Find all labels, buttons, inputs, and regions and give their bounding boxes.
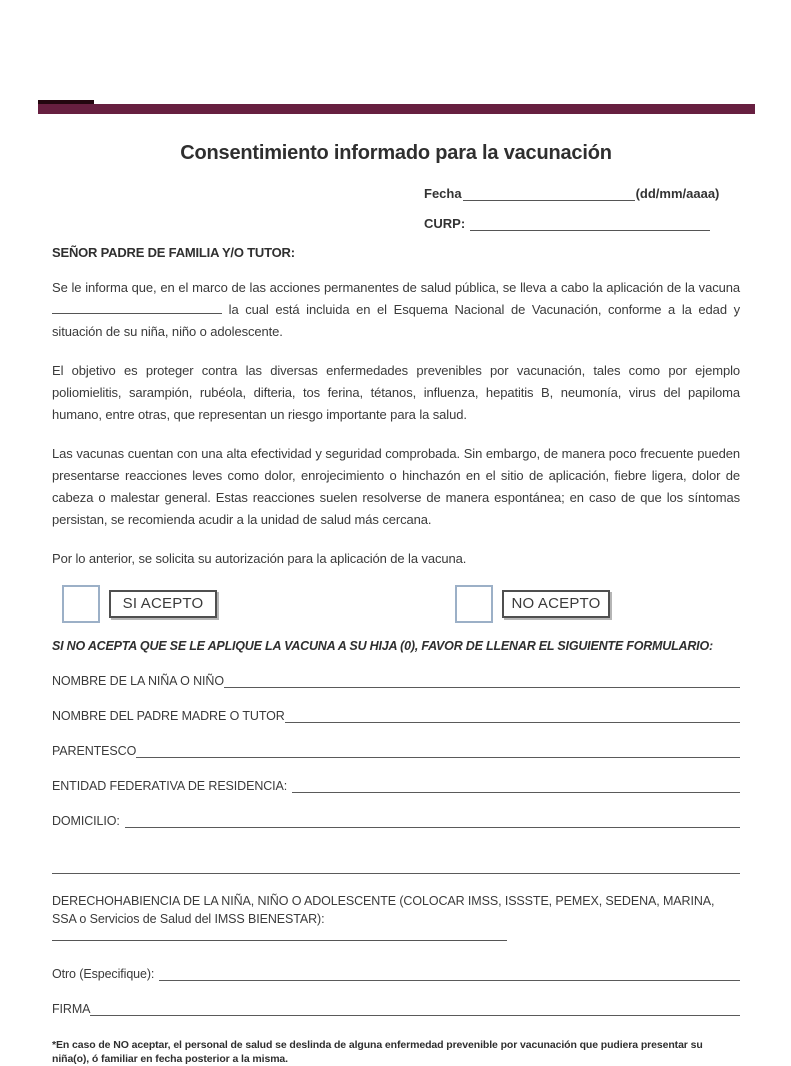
field-row-derechohabiencia <box>52 892 740 946</box>
consent-options-row <box>52 585 740 623</box>
decline-option-box[interactable] <box>502 590 610 618</box>
accept-option-label: SI ACEPTO <box>122 595 204 612</box>
decline-option-label: NO ACEPTO <box>511 595 601 612</box>
form-content <box>52 0 740 1066</box>
no-accept-instruction: SI NO ACEPTA QUE SE LE APLIQUE LA VACUNA A SU HIJA (0), FAVOR DE LLENAR EL SIGUIENTE FORMULARIO: <box>52 639 713 653</box>
nombre-nina-label: NOMBRE DE LA NIÑA O NIÑO <box>52 674 224 688</box>
derechohabiencia-label: DERECHOHABIENCIA DE LA NIÑA, NIÑO O ADOLESCENTE (COLOCAR IMSS, ISSSTE, PEMEX, SEDENA, MARINA, SSA o Servicios de Salud del IMSS BIENESTAR): <box>52 894 715 926</box>
paragraph-informa <box>52 277 740 343</box>
parentesco-label: PARENTESCO <box>52 744 137 758</box>
firma-input-line[interactable] <box>90 1002 740 1016</box>
decline-checkbox[interactable] <box>455 585 493 623</box>
curp-row <box>424 211 740 231</box>
consent-option-accept <box>62 585 217 623</box>
domicilio-input-line[interactable] <box>125 814 740 828</box>
nombre-padre-input-line[interactable] <box>285 709 740 723</box>
field-row-parentesco <box>52 742 740 758</box>
fecha-format-hint: (dd/mm/aaaa) <box>635 186 720 201</box>
paragraph-informa-text-2: la cual está incluida en el Esquema Nacional de Vacunación, conforme a la edad y situación de su niña, niño o adolescente. <box>52 302 741 339</box>
nombre-padre-label: NOMBRE DEL PADRE MADRE O TUTOR <box>52 709 285 723</box>
field-row-nombre-padre <box>52 707 740 723</box>
field-row-otro <box>52 965 740 981</box>
accept-option-box[interactable] <box>109 590 217 618</box>
otro-input-line[interactable] <box>159 967 740 981</box>
curp-label: CURP: <box>424 216 466 231</box>
fecha-label: Fecha <box>424 186 462 201</box>
domicilio-continuation-row <box>52 858 740 874</box>
fecha-input-line[interactable] <box>463 187 635 201</box>
fecha-row <box>424 181 740 201</box>
derechohabiencia-input-line[interactable] <box>52 928 507 941</box>
nombre-nina-input-line[interactable] <box>224 674 740 688</box>
otro-label: Otro (Especifique): <box>52 967 155 981</box>
paragraph-solicitud: Por lo anterior, se solicita su autorización para la aplicación de la vacuna. <box>52 551 467 566</box>
parentesco-input-line[interactable] <box>136 744 740 758</box>
field-row-entidad <box>52 777 740 793</box>
consent-option-decline <box>455 585 610 623</box>
entidad-input-line[interactable] <box>292 779 740 793</box>
page-title: Consentimiento informado para la vacunación <box>180 142 612 164</box>
paragraph-objetivo: El objetivo es proteger contra las diversas enfermedades prevenibles por vacunación, tales como por ejemplo poliomielitis, sarampión, rubéola, difteria, tos ferina, tétanos, influenza, hepatitis B, neumonía, virus del papiloma humano, entre otras, que representan un riesgo importante para la salud. <box>52 363 740 422</box>
header-fields <box>424 181 740 231</box>
paragraph-reacciones: Las vacunas cuentan con una alta efectividad y seguridad comprobada. Sin embargo, de manera poco frecuente pueden presentarse reacciones leves como dolor, enrojecimiento o hinchazón en el sitio de aplicación, fiebre ligera, dolor de cabeza o malestar general. Estas reacciones suelen resolverse de manera espontánea; en caso de que los síntomas persistan, se recomienda acudir a la unidad de salud más cercana. <box>52 446 740 527</box>
field-row-nombre-nina <box>52 672 740 688</box>
field-row-domicilio <box>52 812 740 828</box>
footnote: *En caso de NO aceptar, el personal de salud se deslinda de alguna enfermedad prevenible por vacunación que pudiera presentar su niña(o), ó familiar en fecha posterior a la misma. <box>52 1039 703 1065</box>
domicilio-input-line-2[interactable] <box>52 860 740 874</box>
salutation: SEÑOR PADRE DE FAMILIA Y/O TUTOR: <box>52 245 295 260</box>
entidad-label: ENTIDAD FEDERATIVA DE RESIDENCIA: <box>52 779 288 793</box>
field-row-firma <box>52 1000 740 1016</box>
paragraph-informa-text-1: Se le informa que, en el marco de las acciones permanentes de salud pública, se lleva a cabo la aplicación de la vacuna <box>52 280 740 295</box>
domicilio-label: DOMICILIO: <box>52 814 120 828</box>
curp-input-line[interactable] <box>470 217 710 231</box>
firma-label: FIRMA <box>52 1002 91 1016</box>
accept-checkbox[interactable] <box>62 585 100 623</box>
vacuna-nombre-input-line[interactable] <box>52 301 222 314</box>
